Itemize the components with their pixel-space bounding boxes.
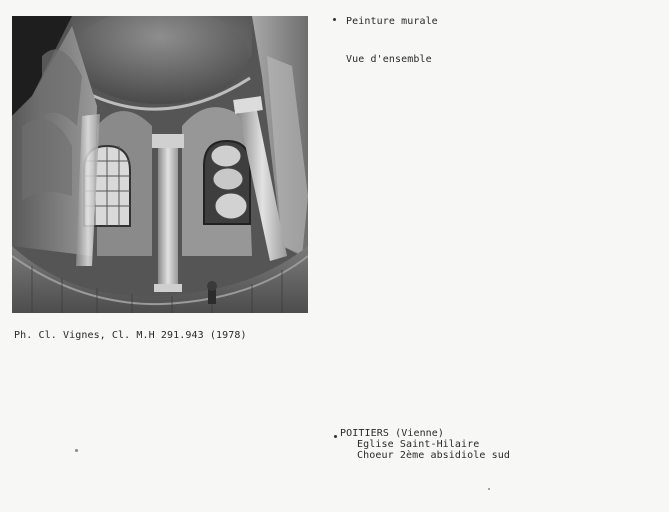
paper-speck <box>488 488 490 490</box>
photograph <box>12 16 308 313</box>
location-city: POITIERS (Vienne) <box>340 428 445 439</box>
location-detail: Choeur 2ème absidiole sud <box>357 450 511 461</box>
apse-photo-illustration <box>12 16 308 313</box>
bullet-location <box>334 435 337 438</box>
photo-credit: Ph. Cl. Vignes, Cl. M.H 291.943 (1978) <box>14 330 247 341</box>
subject-type: Peinture murale <box>346 16 438 27</box>
location-building: Eglise Saint-Hilaire <box>357 439 480 450</box>
paper-speck <box>75 449 78 452</box>
bullet-subject <box>333 18 336 21</box>
subject-view: Vue d'ensemble <box>346 54 432 65</box>
